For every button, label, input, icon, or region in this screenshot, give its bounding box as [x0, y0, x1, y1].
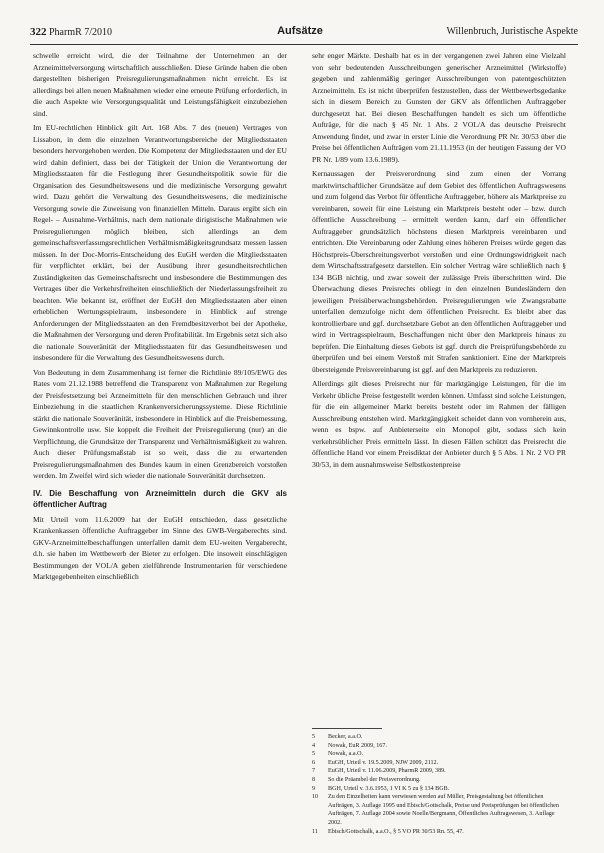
- page-number: 322: [30, 26, 47, 38]
- footnote: 11 Ebisch/Gottschalk, a.a.O., § 5 VO PR 30/53 Rn. 55, 47.: [312, 828, 464, 835]
- footnote: 8 So die Präambel der Preisverordnung.: [312, 776, 421, 783]
- body-paragraph: sehr enger Märkte. Deshalb hat es in der vergangenen zwei Jahren eine Vielzahl von sehr bedeutenden Ausschreibungen generischer Arzneimittel (Wirkstoffe) gegeben und zahlenmäßig geringer Ausschreibungen von patentgeschützten Arzneimitteln. Es ist nicht überprüfen festzustellen, dass der Wettbewerbsgedanke sich in diesem Bereich zu Gunsten der GKV als öffentlichen Auftraggeber durchgesetzt hat. Bei diesen Beschaffungen handelt es sich um öffentliche Aufträge, für die nach § 45 Nr. 1 Abs. 2 VOL/A das deutsche Preisrecht Anwendung findet, und zwar in erster Linie die Verordnung PR Nr. 30/53 über die Preise bei öffentlichen Aufträgen vom 21.11.1953 (in der heutigen Fassung der VO PR Nr. 1/89 vom 13.6.1989).: [312, 51, 566, 164]
- footnote: 5 Becker, a.a.O.: [312, 734, 363, 740]
- footnote: 5 Nowak, a.a.O.: [312, 751, 364, 758]
- body-paragraph: schwelle erreicht wird, die der Teilnahme der Unternehmen an der Arzneimittelversorgung wirtschaftlich ausschließen. Diese Gründe haben die oben dargestellten bisherigen Preisregulierungsmaßnahmen nicht erreicht. Es ist allerdings bei allen neuen Maßnahmen wieder eine erneute Prüfung erforderlich, in die auch Aspekte wie Versorgungsqualität und Leistungsfähigkeit einzubeziehen sind.: [33, 51, 287, 118]
- running-head: Willenbruch, Juristische Aspekte: [446, 26, 578, 37]
- section-title: Aufsätze: [277, 25, 323, 37]
- page-header: [30, 22, 578, 45]
- body-paragraph: Von Bedeutung in dem Zusammenhang ist ferner die Richtlinie 89/105/EWG des Rates vom 21.12.1988 betreffend die Transparenz von Maßnahmen zur Regelung der Preisfestsetzung bei Arzneimitteln für den menschlichen Gebrauch und ihrer Einbeziehung in die staatlichen Krankenversicherungssysteme. Diese Richtlinie stärkt die nationale Souveränität, insbesondere in Hinblick auf die Preisbemessung, Gewinnkontrolle usw. Sie koppelt die Freiheit der Preisregulierung (nur) an die Verpflichtung, die Grundsätze der Transparenz und Verhältnismäßigkeit zu wahren. Auch dieser Prüfungsmaßstab ist so weit, dass die zu erwartenden Preisregulierungsmaßnahmen des Bundes kaum in einen Grenzbereich vorstoßen werden. Im Zweifel wird sich wieder die nationale Souveränität durchsetzen.: [33, 367, 287, 480]
- body-paragraph: Im EU-rechtlichen Hinblick gilt Art. 168 Abs. 7 des (neuen) Vertrages von Lissabon, in dem die einzelnen Verantwortungsbereiche der Mitgliedsstaaten besonders hervorgehoben werden. Die Kompetenz der Mitgliedsstaaten und der EU wird dahin definiert, dass bei der Tätigkeit der Union die Verantwortung der Mitgliedsstaaten für die Festlegung ihrer Gesundheitspolitik sowie für die Organisation des Gesundheitswesens und die medizinische Versorgung gewahrt wird. Dazu gehört die Verwaltung des Gesundheitswesens, die medizinische Versorgung sowie die Zuweisung von finanziellen Mitteln. Daraus ergibt sich ein Regel- – Ausnahme-Verhältnis, nach dem nationale dirigistische Maßnahmen wie Preisregulierungen möglich bleiben, sich allerdings an dem gemeinschaftsverfassungsrechtlichen Verhältnismäßigkeitsgrundsatz messen lassen müssen. In der Doc-Morris-Entscheidung des EuGH werden die Mitgliedsstaaten für verpflichtet erklärt, bei der Ausübung ihrer gesundheitsrechtlichen Zuständigkeiten das Gemeinschaftsrecht und insbesondere die Bestimmungen des Vertrages über die Verkehrsfreiheiten einschließlich der Niederlassungsfreiheit zu beachten. Wie bekannt ist, eröffnet der EuGH den Mitgliedsstaaten aber einen erheblichen Wertungsspielraum, insbesondere in Hinblick auf strenge Anforderungen der Mitgliedsstaaten an den Fremdbesitzverbot bei der Apotheke, die Maßnahmen der Versorgung und deren Profitabilität. Im Ergebnis setzt sich also die nationale Souveränität der Mitgliedsstaaten für das Gesundheitswesen und insbesondere für die Verwaltung des Gesundheitswesens durch.: [33, 123, 287, 362]
- body-paragraph: Kernaussagen der Preisverordnung sind zum einen der Vorrang marktwirtschaftlicher Grundsätze auf dem Gebiet des öffentlichen Auftragswesens und zum folgend das Verbot für öffentliche Auftraggeber, höhere als Marktpreise zu vereinbaren, soweit für eine Leistung ein Marktpreis besteht oder – bzw. durch öffentliche Ausschreibung – ermittelt werden kann, darf ein öffentlicher Auftraggeber grundsätzlich höchstens diesen Marktpreis vereinbaren und entrichten. Die Vereinbarung oder Zahlung eines höheren Preises würde gegen das Höchstpreis-Überschreitungsverbot verstoßen und eine Ordnungswidrigkeit nach dem Wirtschaftsstrafgesetz darstellen. Ein solcher Vertrag wäre schließlich nach § 134 BGB nichtig, und zwar soweit der zulässige Preis überschritten wird. Die Überwachung dieses Preisrechts obliegt in den einzelnen Bundesländern den jeweiligen Preisüberwachungsbehörden. Preisregulierungen wie Zwangsrabatte unterfallen demzufolge nicht dem öffentlichen Preisrecht. Es bleibt aber das kontrollierbare und ggf. durchsetzbare Gebot an den öffentlichen Auftraggeber und wird in Vertragsspielraum, Beschaffungen nicht über den Marktpreis hinaus zu beprüfen. Die Einhaltung dieses Gebots ist ggf. durch die Preisprüfungsbehörde zu überprüfen und bei einem Verstoß mit Strafen sanktioniert. Eine der Marktpreis übersteigende Preisvereinbarung ist ggf. auf den Marktpreis zu reduzieren.: [312, 169, 566, 374]
- footnote-divider: [312, 728, 382, 729]
- footnote: 10 Zu den Einzelheiten kann verwiesen werden auf Müller, Preisgestaltung bei öffentlichen Aufträgen, 3. Auflage 1995 und Ebisch/Gottschalk, Preise und Preisprüfungen bei öffentlichen Aufträgen, 7. Auflage 2004 sowie Noelle/Bergmann, Öffentliches Auftragswesen, 3. Auflage 2002.: [312, 794, 559, 826]
- footnotes: [312, 733, 568, 836]
- body-paragraph: Mit Urteil vom 11.6.2009 hat der EuGH entschieden, dass gesetzliche Krankenkassen öffentliche Auftraggeber im Sinne des GWB-Vergaberechts sind. GKV-Arzneimittelbeschaffungen unterfallen damit dem EU-weiten Vergaberecht, d.h. sie haben im Wettbewerb der Bieter zu erfolgen. Die insoweit einschlägigen Bestimmungen der VOL/A geben zielführende Instrumentarien für verschiedene Marktgegebenheiten einschließlich: [33, 514, 287, 581]
- header-left: [30, 26, 112, 38]
- section-heading: IV. Die Beschaffung von Arzneimitteln durch die GKV als öffentlicher Auftrag: [33, 488, 287, 509]
- right-column: [312, 50, 566, 640]
- footnote: 7 EuGH, Urteil v. 11.06.2009, PharmR 2009, 389.: [312, 768, 446, 775]
- body-paragraph: Allerdings gilt dieses Preisrecht nur für marktgängige Leistungen, für die im Verkehr übliche Preise festgestellt werden können. Umfasst sind solche Leistungen, für die ein allgemeiner Markt bereits besteht oder im Rahmen der fälligen Ausschreibung entstehen wird. Marktgängigkeit scheidet dann von vornherein aus, wenn es bspw. auf Anbieterseite ein Monopol gibt, sodass sich kein verkehrsüblicher Preis ermitteln lässt. In diesen Fällen schützt das Preisrecht die öffentliche Hand vor einem Preisdiktat der Anbieter durch § 5 Abs. 1 Nr. 2 VO PR 30/53, in dem ausnahmsweise Selbstkostenpreise: [312, 379, 566, 469]
- journal-name: PharmR 7/2010: [49, 27, 113, 38]
- footnote: 9 BGH, Urteil v. 3.6.1953, 1 VI K 5 zu § 134 BGB.: [312, 785, 450, 792]
- left-column: [33, 50, 287, 840]
- footnote: 6 EuGH, Urteil v. 19.5.2009, NJW 2009, 2112.: [312, 759, 439, 766]
- footnote: 4 Nowak, EuR 2009, 167.: [312, 742, 387, 749]
